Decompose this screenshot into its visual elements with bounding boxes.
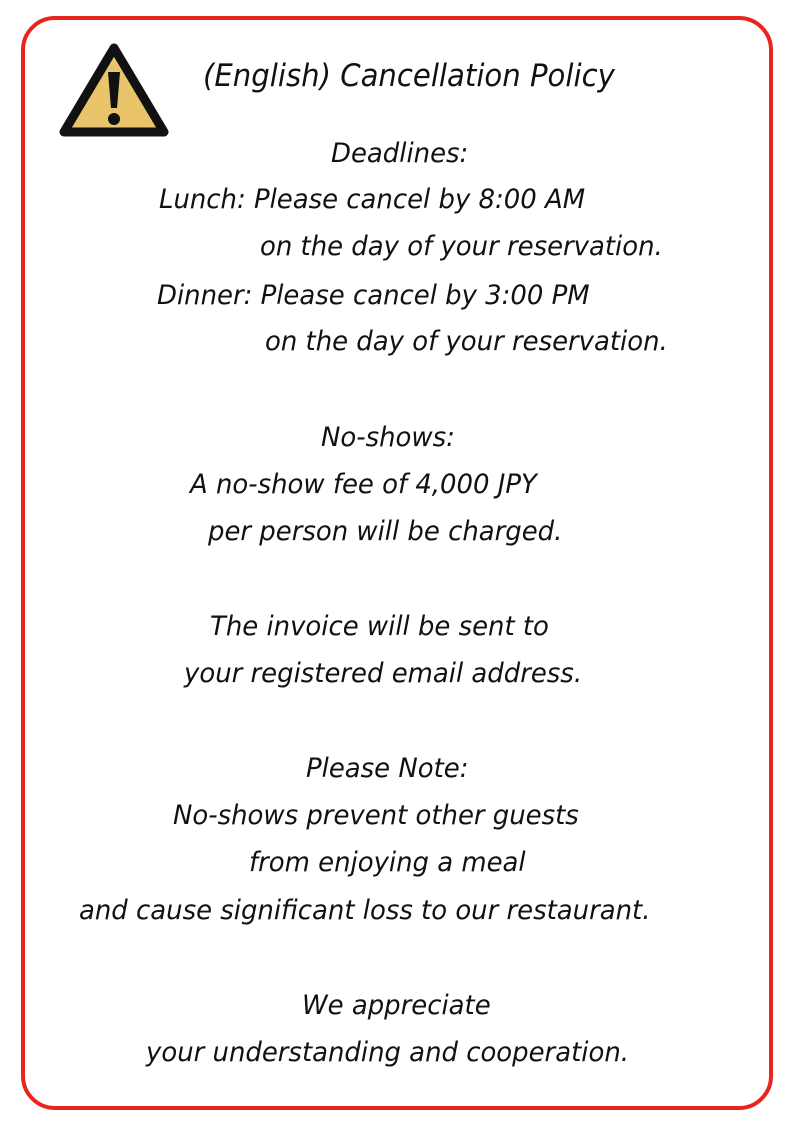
no-show-fee-line2: per person will be charged. [208,516,563,547]
lunch-deadline-line2: on the day of your reservation. [260,231,663,262]
warning-triangle-icon [58,42,170,140]
invoice-line1: The invoice will be sent to [210,611,549,642]
note-line1: No-shows prevent other guests [173,800,579,831]
dinner-deadline-line1: Dinner: Please cancel by 3:00 PM [157,280,590,311]
note-line3: and cause significant loss to our restaurant. [79,895,651,926]
invoice-line2: your registered email address. [184,658,583,689]
no-show-fee-line1: A no-show fee of 4,000 JPY [190,469,537,500]
red-border-frame [21,16,773,1110]
closing-line2: your understanding and cooperation. [146,1037,629,1068]
note-heading: Please Note: [306,753,469,784]
deadlines-heading: Deadlines: [331,138,469,169]
dinner-deadline-line2: on the day of your reservation. [265,326,668,357]
note-line2: from enjoying a meal [249,847,526,878]
closing-line1: We appreciate [302,990,491,1021]
lunch-deadline-line1: Lunch: Please cancel by 8:00 AM [159,184,586,215]
no-shows-heading: No-shows: [321,422,455,453]
page-title: (English) Cancellation Policy [203,58,615,94]
